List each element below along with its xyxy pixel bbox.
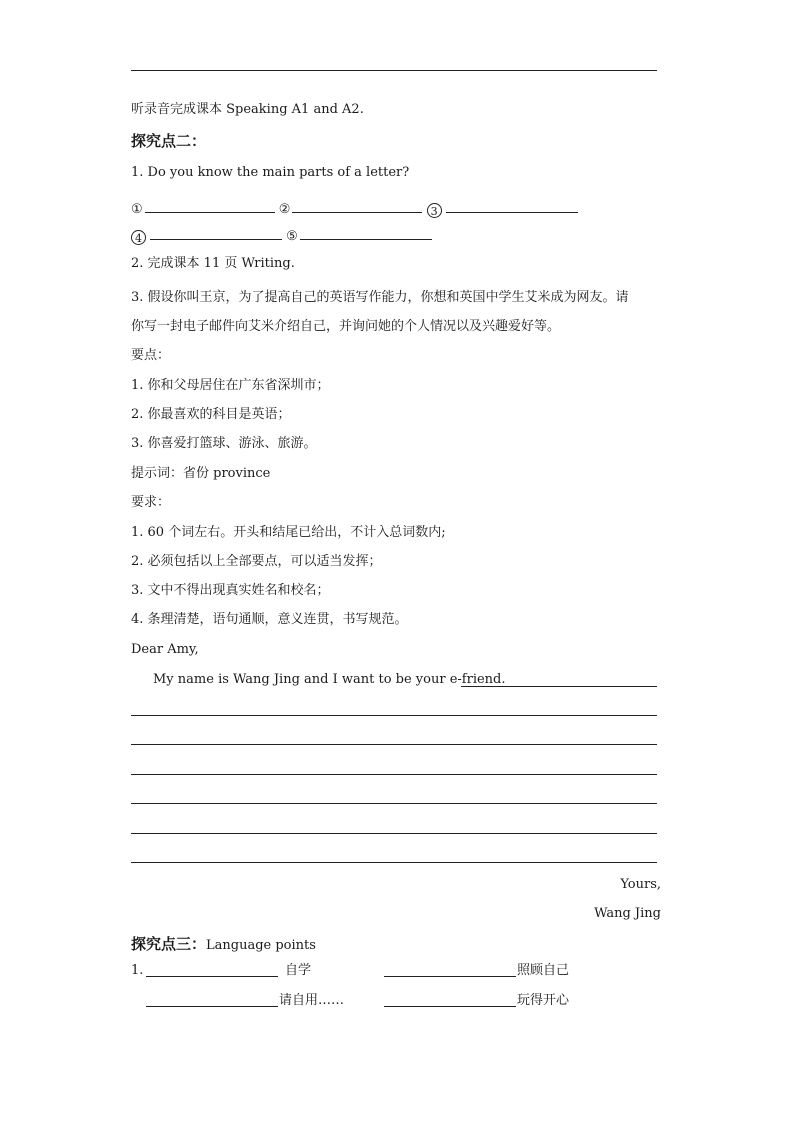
marker-5: ⑤ bbox=[286, 229, 298, 244]
requirements-label: 要求： bbox=[131, 495, 171, 510]
hint-text: 提示词：省份 province bbox=[131, 466, 271, 481]
section-3-title: 探究点三： bbox=[131, 935, 207, 953]
language-point-item: 玩得开心 bbox=[517, 993, 570, 1008]
blank-part-4[interactable] bbox=[150, 225, 282, 240]
points-label: 要点： bbox=[131, 348, 171, 363]
letter-signature: Wang Jing bbox=[594, 906, 661, 921]
blank-part-1[interactable] bbox=[145, 198, 275, 213]
writing-line[interactable] bbox=[461, 686, 657, 687]
writing-line[interactable] bbox=[131, 774, 657, 775]
letter-parts-row-1 bbox=[131, 198, 578, 219]
question-1: 1. Do you know the main parts of a letter? bbox=[131, 165, 410, 180]
section-2-title: 探究点二： bbox=[131, 132, 207, 150]
language-point-item: 请自用…… bbox=[279, 993, 345, 1008]
requirement-item: 4. 条理清楚，语句通顺，意义连贯，书写规范。 bbox=[131, 612, 408, 627]
writing-line[interactable] bbox=[131, 833, 657, 834]
top-rule bbox=[131, 70, 657, 71]
marker-2: ② bbox=[278, 202, 291, 217]
section-3-heading bbox=[131, 934, 316, 955]
language-point-item: 照顾自己 bbox=[517, 963, 570, 978]
blank-part-5[interactable] bbox=[300, 225, 432, 240]
blank-language-point[interactable] bbox=[384, 992, 516, 1007]
language-point-item: 自学 bbox=[285, 963, 312, 978]
section-3-subtitle: Language points bbox=[206, 938, 316, 953]
letter-parts-row-2 bbox=[131, 225, 432, 246]
letter-closing: Yours, bbox=[620, 877, 661, 892]
blank-part-2[interactable] bbox=[292, 198, 422, 213]
intro-text: 听录音完成课本 Speaking A1 and A2. bbox=[131, 102, 364, 117]
letter-salutation: Dear Amy, bbox=[131, 642, 199, 657]
point-item: 2. 你最喜欢的科目是英语； bbox=[131, 407, 291, 422]
language-point-number: 1. bbox=[131, 963, 144, 978]
writing-line[interactable] bbox=[131, 803, 657, 804]
blank-part-3[interactable] bbox=[446, 198, 578, 213]
blank-language-point[interactable] bbox=[146, 962, 278, 977]
writing-line[interactable] bbox=[131, 744, 657, 745]
marker-3: 3 bbox=[427, 203, 442, 218]
requirement-item: 1. 60 个词左右。开头和结尾已给出，不计入总词数内; bbox=[131, 525, 446, 540]
marker-1: ① bbox=[131, 202, 143, 217]
writing-line[interactable] bbox=[131, 862, 657, 863]
point-item: 1. 你和父母居住在广东省深圳市； bbox=[131, 378, 330, 393]
writing-line[interactable] bbox=[131, 715, 657, 716]
blank-language-point[interactable] bbox=[146, 992, 278, 1007]
requirement-item: 2. 必须包括以上全部要点，可以适当发挥； bbox=[131, 554, 382, 569]
question-3-line-1: 3. 假设你叫王京，为了提高自己的英语写作能力，你想和英国中学生艾米成为网友。请 bbox=[131, 290, 629, 305]
question-2: 2. 完成课本 11 页 Writing. bbox=[131, 256, 295, 271]
requirement-item: 3. 文中不得出现真实姓名和校名； bbox=[131, 583, 330, 598]
blank-language-point[interactable] bbox=[384, 962, 516, 977]
point-item: 3. 你喜爱打篮球、游泳、旅游。 bbox=[131, 436, 317, 451]
letter-opening: My name is Wang Jing and I want to be your e-friend. bbox=[153, 672, 506, 687]
marker-4: 4 bbox=[131, 230, 146, 245]
question-3-line-2: 你写一封电子邮件向艾米介绍自己，并询问她的个人情况以及兴趣爱好等。 bbox=[131, 319, 561, 334]
